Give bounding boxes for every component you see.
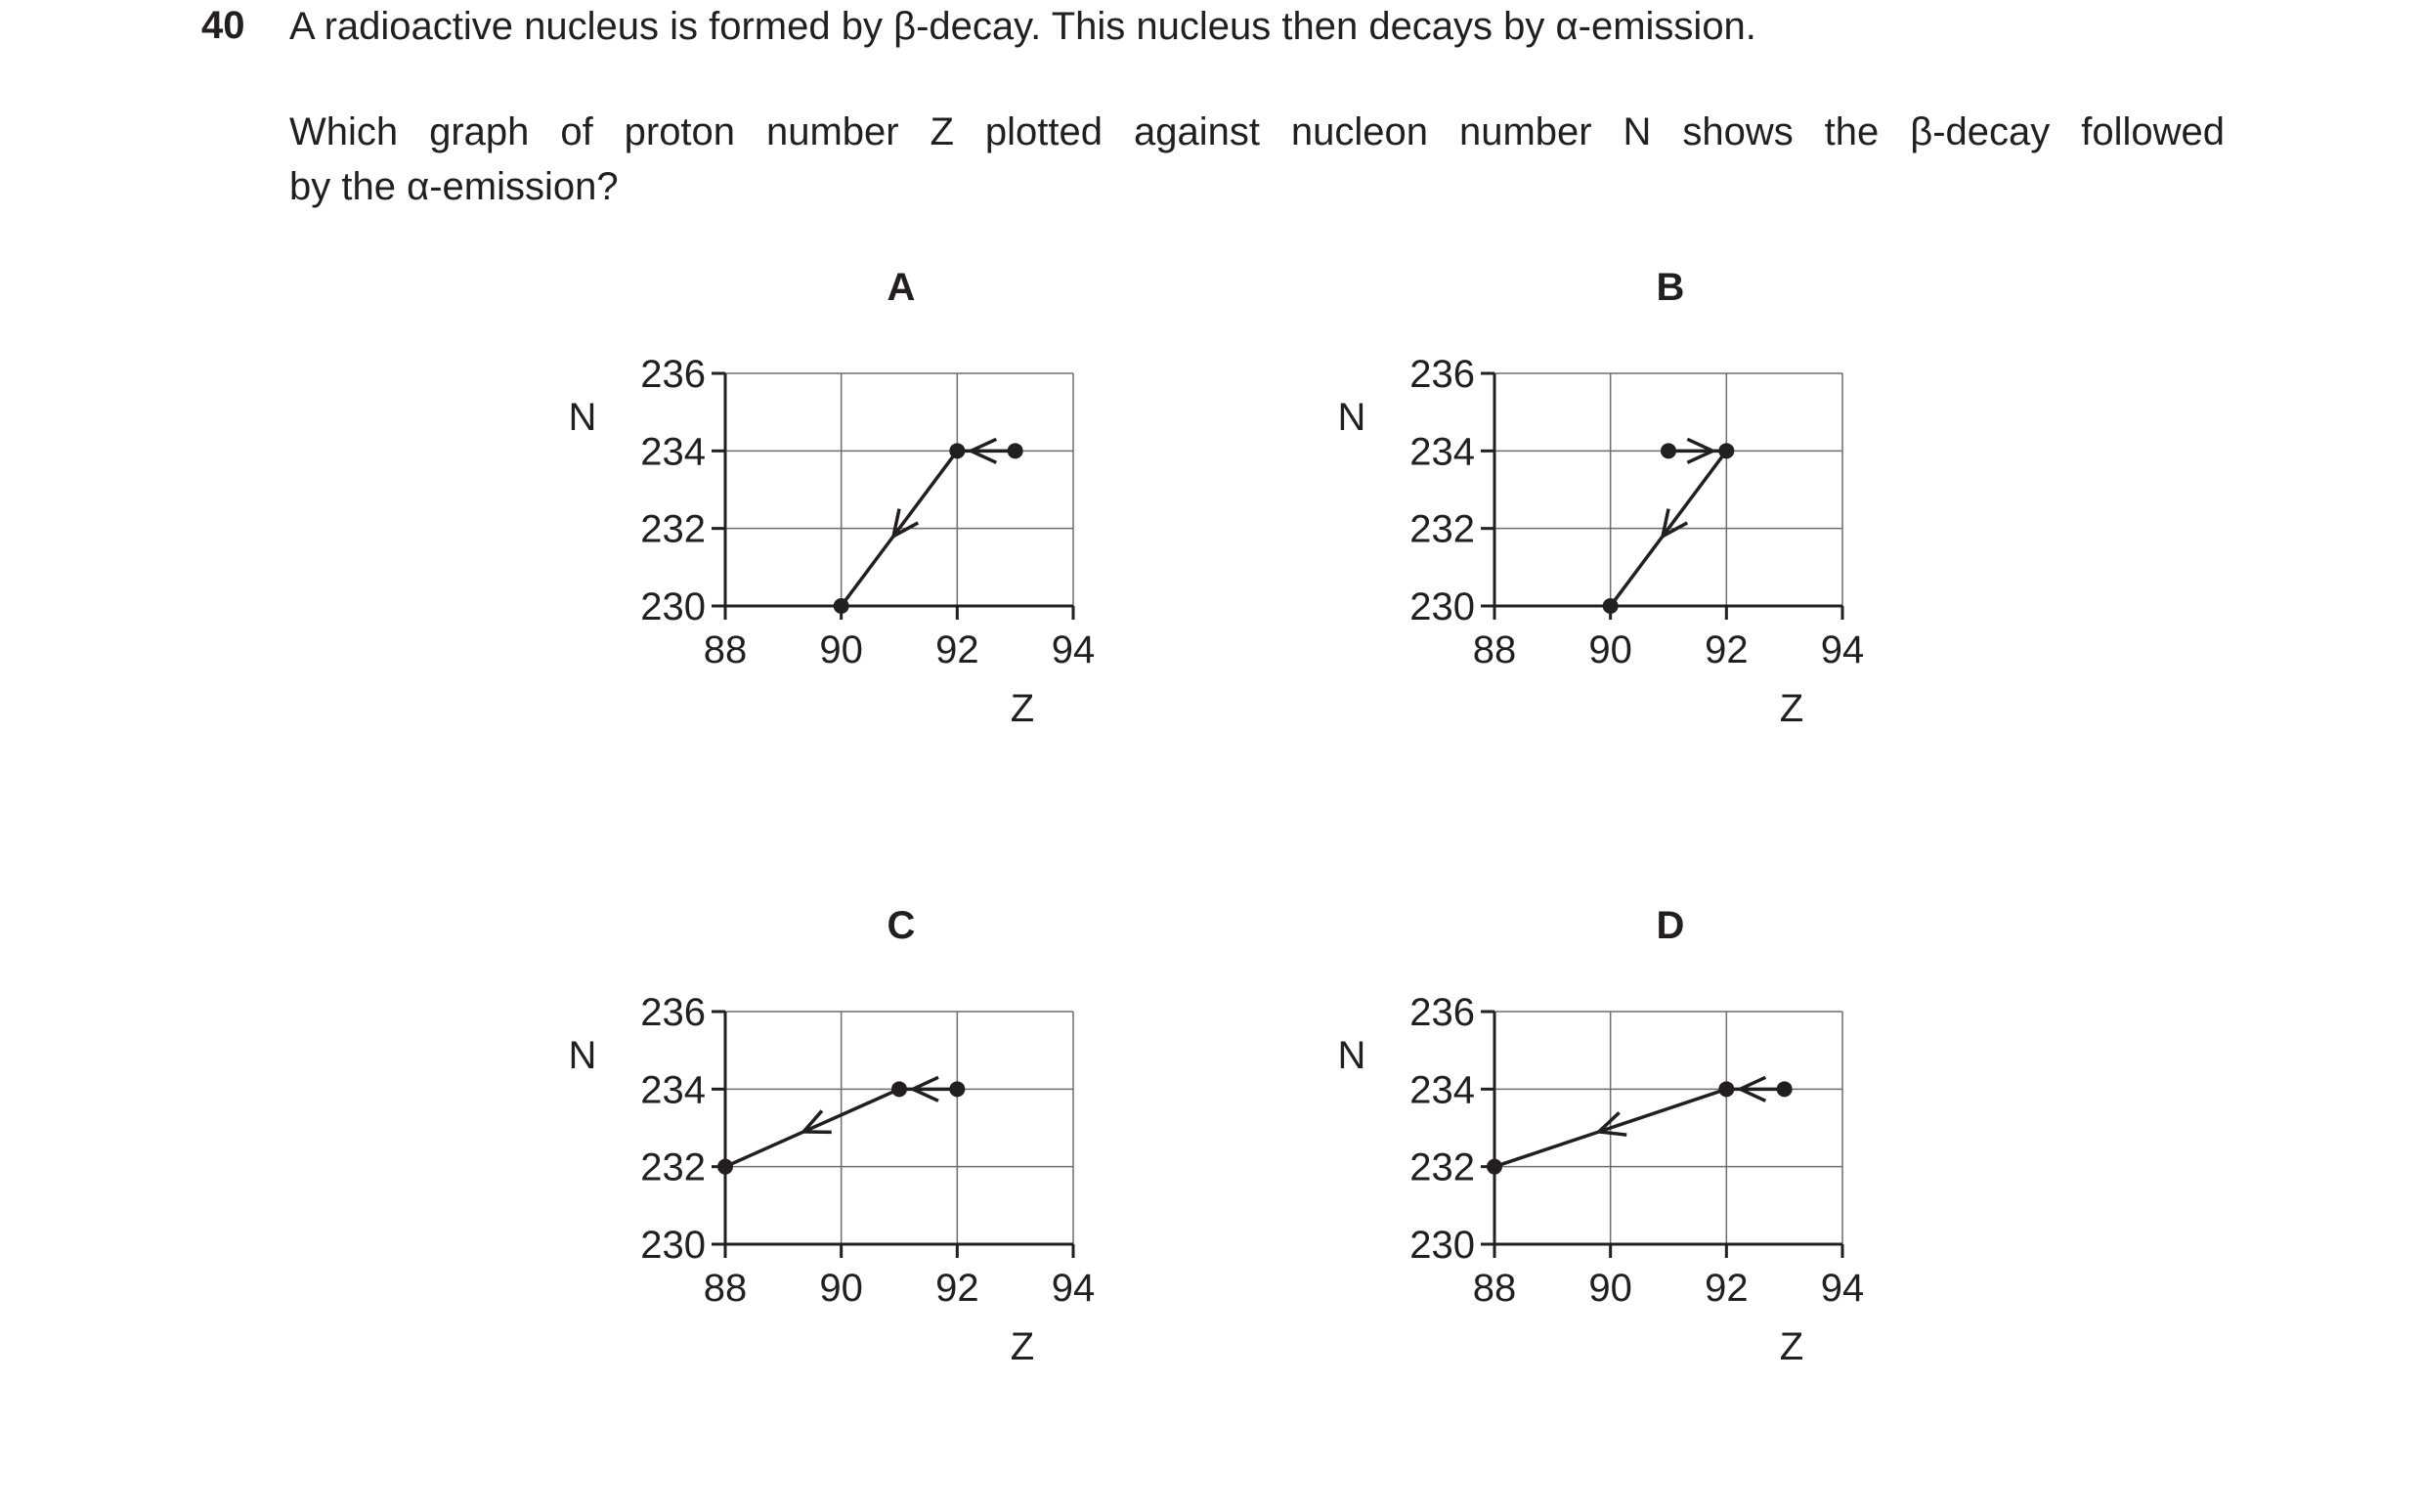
x-tick-label: 88 xyxy=(703,1267,748,1310)
option-c-chart[interactable] xyxy=(547,892,1232,1498)
data-point xyxy=(1487,1159,1502,1175)
y-tick-label: 232 xyxy=(1409,1145,1475,1189)
data-point xyxy=(949,443,965,458)
data-point xyxy=(949,1081,965,1097)
question-prompt-line1: Which graph of proton number Z plotted against nucleon number N shows the β-decay followed xyxy=(289,110,2225,153)
data-point xyxy=(1603,598,1619,614)
y-axis-label: N xyxy=(1337,396,1366,439)
option-b-chart[interactable] xyxy=(1317,254,2001,860)
chart-svg xyxy=(547,892,1232,1498)
y-tick-label: 232 xyxy=(640,507,706,551)
chart-svg xyxy=(547,254,1232,860)
y-tick-label: 234 xyxy=(640,1068,706,1112)
y-tick-label: 236 xyxy=(640,353,706,396)
y-tick-label: 236 xyxy=(1409,991,1475,1034)
x-tick-label: 90 xyxy=(819,1267,863,1310)
y-tick-label: 230 xyxy=(1409,585,1475,628)
y-tick-label: 236 xyxy=(640,991,706,1034)
y-tick-label: 232 xyxy=(640,1145,706,1189)
y-tick-label: 236 xyxy=(1409,353,1475,396)
x-tick-label: 92 xyxy=(1705,1267,1749,1310)
data-point xyxy=(1777,1081,1793,1097)
chart-svg xyxy=(1317,892,2001,1498)
chart-svg xyxy=(1317,254,2001,860)
data-point xyxy=(834,598,849,614)
x-axis-label: Z xyxy=(1010,1325,1035,1368)
x-tick-label: 90 xyxy=(1588,628,1632,671)
x-tick-label: 94 xyxy=(1820,1267,1865,1310)
x-tick-label: 94 xyxy=(1820,628,1865,671)
y-axis-label: N xyxy=(1337,1034,1366,1077)
data-point xyxy=(1718,1081,1734,1097)
x-tick-label: 88 xyxy=(703,628,748,671)
x-axis-label: Z xyxy=(1779,687,1804,730)
question-stem: A radioactive nucleus is formed by β-decay. This nucleus then decays by α-emission. xyxy=(289,5,1756,48)
x-tick-label: 92 xyxy=(1705,628,1749,671)
data-point xyxy=(1718,443,1734,458)
x-axis-label: Z xyxy=(1010,687,1035,730)
question-number: 40 xyxy=(201,4,245,47)
option-label: A xyxy=(887,266,916,309)
option-d-chart[interactable] xyxy=(1317,892,2001,1498)
data-point xyxy=(717,1159,733,1175)
y-tick-label: 230 xyxy=(640,585,706,628)
x-tick-label: 88 xyxy=(1472,628,1517,671)
option-label: B xyxy=(1656,266,1685,309)
y-tick-label: 234 xyxy=(640,430,706,474)
x-tick-label: 92 xyxy=(935,628,979,671)
x-tick-label: 94 xyxy=(1051,1267,1096,1310)
x-tick-label: 90 xyxy=(819,628,863,671)
y-tick-label: 232 xyxy=(1409,507,1475,551)
y-axis-label: N xyxy=(568,396,597,439)
data-point xyxy=(1661,443,1676,458)
question-prompt-line2: by the α-emission? xyxy=(289,165,619,208)
option-label: D xyxy=(1656,904,1685,947)
y-axis-label: N xyxy=(568,1034,597,1077)
option-label: C xyxy=(887,904,916,947)
x-tick-label: 94 xyxy=(1051,628,1096,671)
data-point xyxy=(891,1081,907,1097)
x-axis-label: Z xyxy=(1779,1325,1804,1368)
y-tick-label: 234 xyxy=(1409,430,1475,474)
y-tick-label: 230 xyxy=(1409,1224,1475,1267)
y-tick-label: 234 xyxy=(1409,1068,1475,1112)
decay-segment xyxy=(725,1089,899,1166)
y-tick-label: 230 xyxy=(640,1224,706,1267)
x-tick-label: 88 xyxy=(1472,1267,1517,1310)
option-a-chart[interactable] xyxy=(547,254,1232,860)
x-tick-label: 92 xyxy=(935,1267,979,1310)
data-point xyxy=(1008,443,1023,458)
x-tick-label: 90 xyxy=(1588,1267,1632,1310)
